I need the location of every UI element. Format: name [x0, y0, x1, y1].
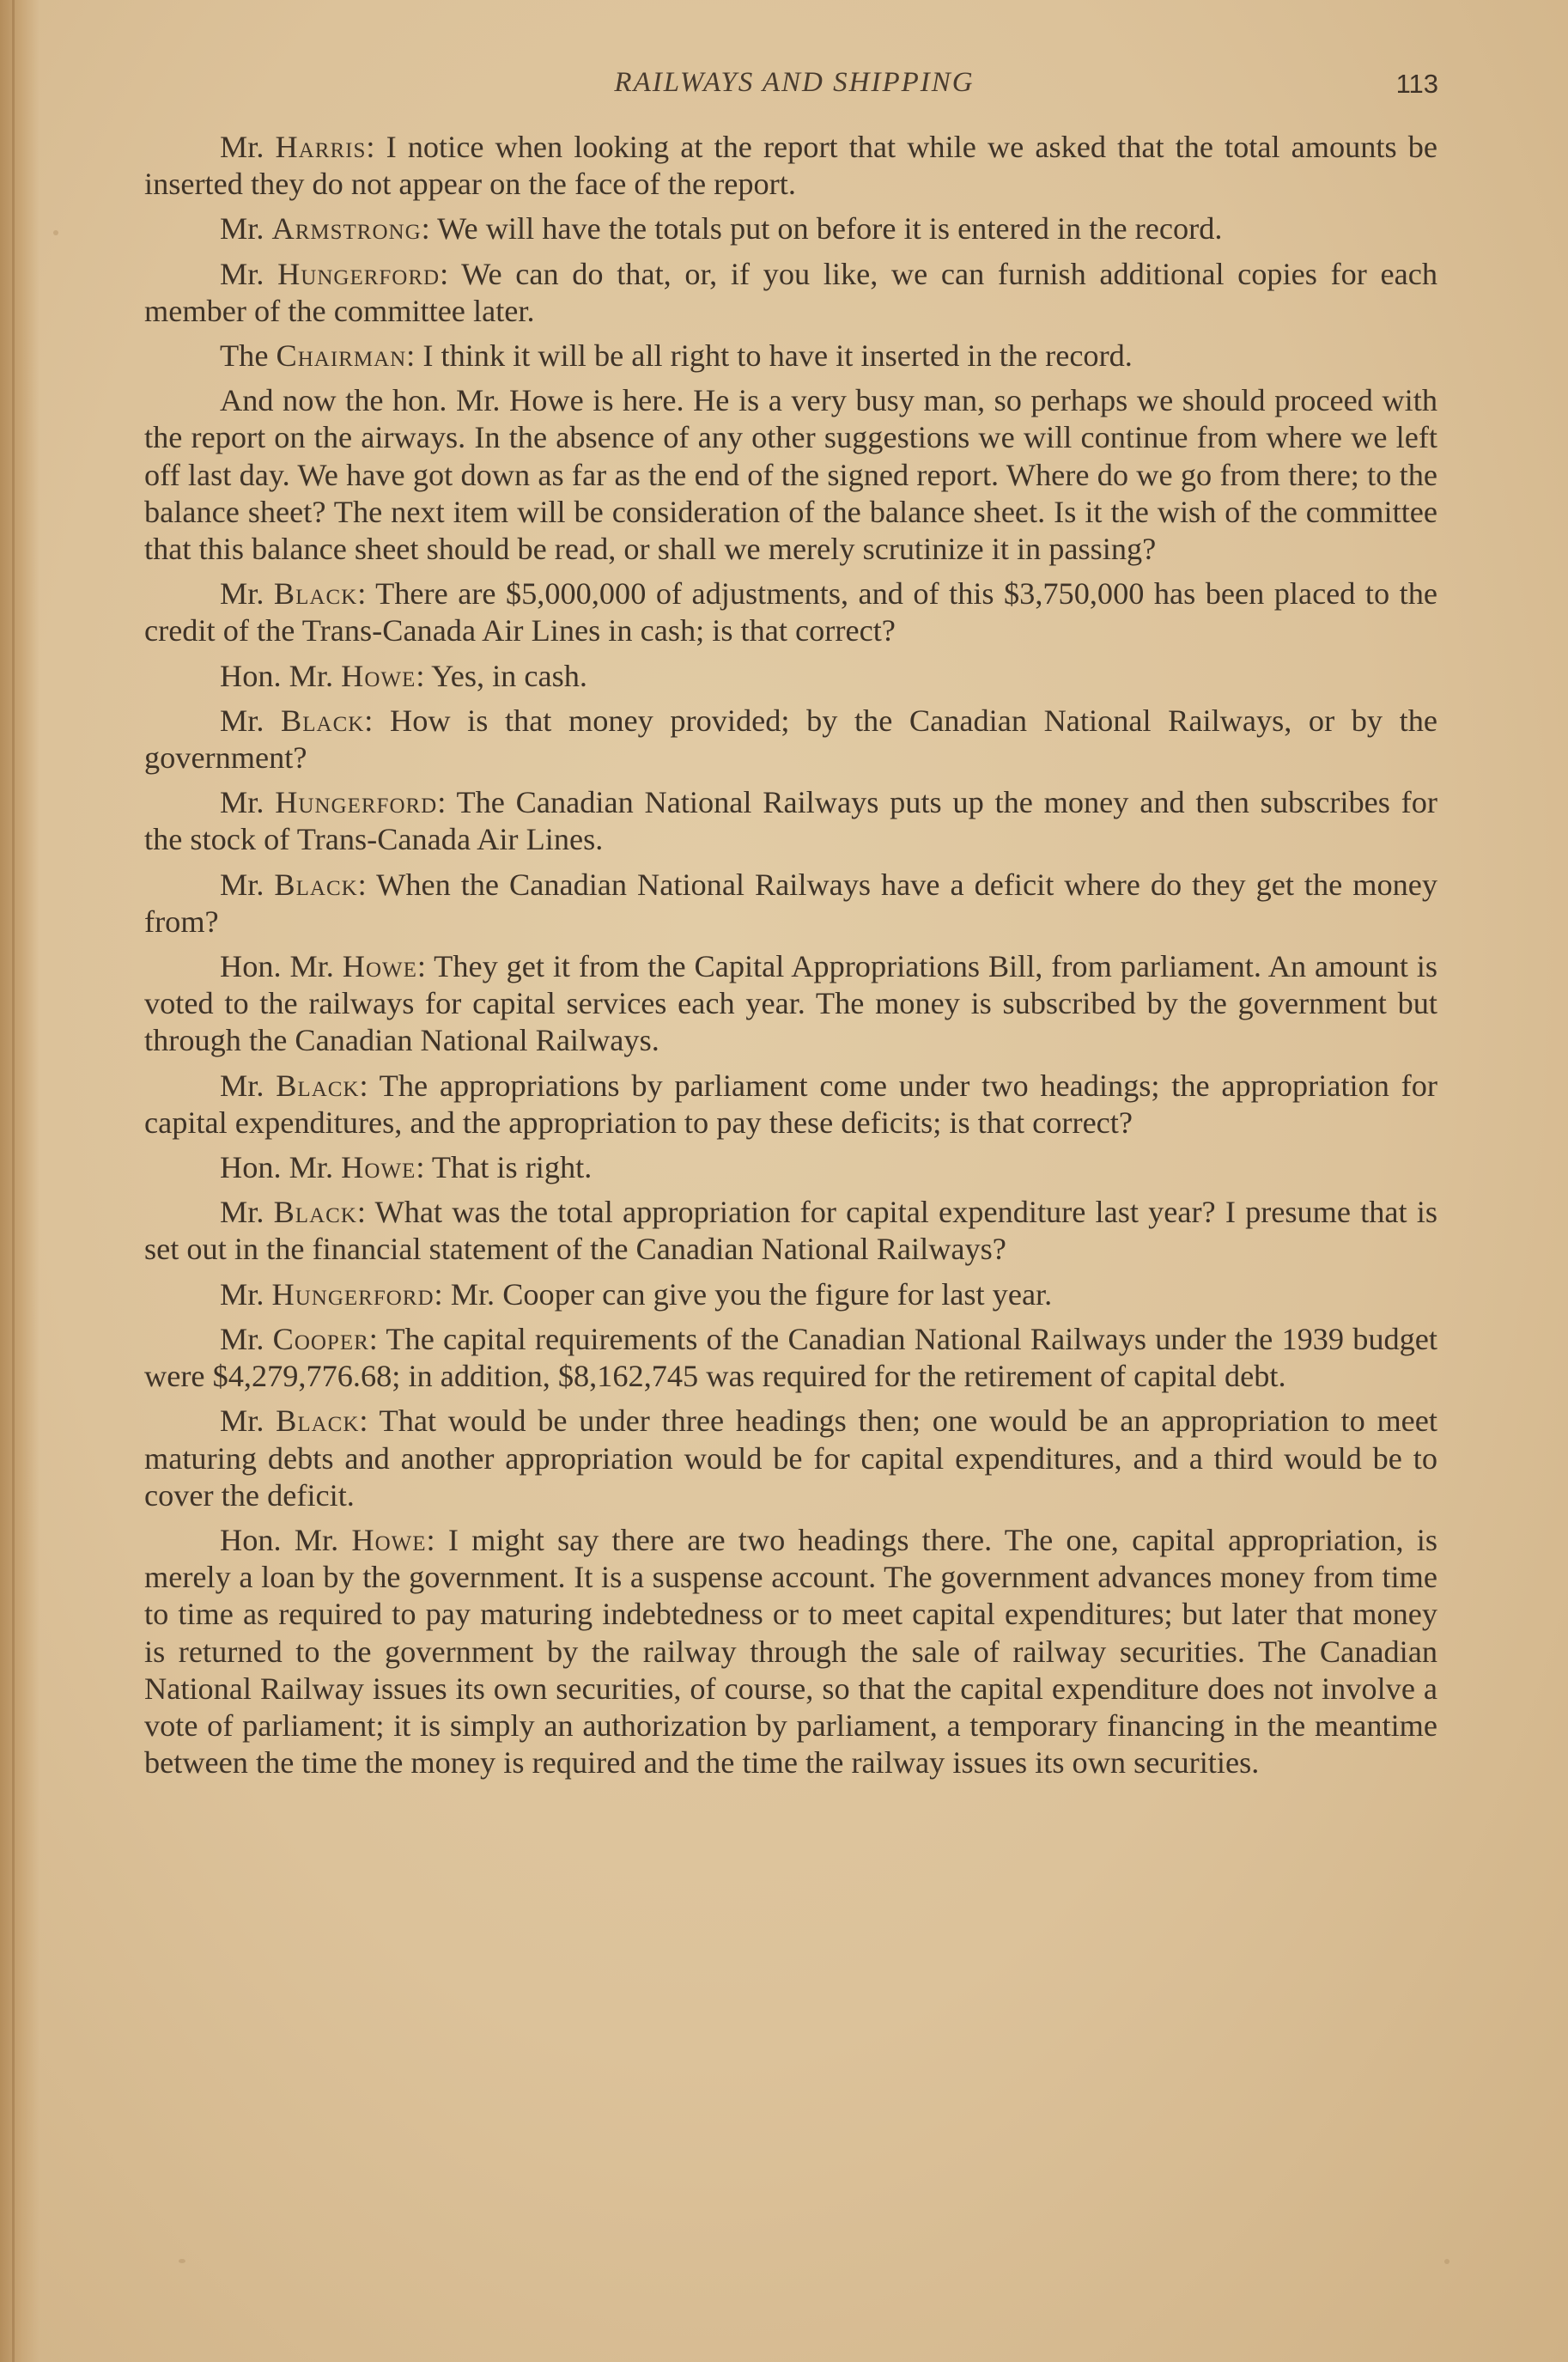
speaker-name: Black	[274, 867, 358, 902]
speaker-name: Armstrong	[271, 211, 422, 247]
speaker-name: Black	[273, 1195, 357, 1230]
paragraph	[144, 338, 1437, 374]
speaker-name: Harris	[275, 130, 367, 164]
paragraph	[144, 948, 1437, 1060]
speaker-name: Black	[276, 1068, 360, 1103]
paragraph-text: : I might say there are two headings there. The one, capital appropriation, is merely a loan by the government. It is a suspense account. The government advances money from time to time as required to pay maturing indebtedness or to meet capital expenditures; but later that money is returned to the government by the railway through the sale of railway securities. The Canadian National Railway issues its own securities, of course, so that the capital expenditure does not involve a vote of parliament; it is simply an authorization by parliament, a temporary financing in the meantime between the time the money is required and the time the railway issues its own securities.	[144, 1522, 1437, 1781]
speaker-prefix: Mr.	[220, 1403, 277, 1439]
speaker-prefix: Mr.	[220, 785, 276, 820]
speaker-prefix: Mr.	[220, 211, 272, 247]
body-text	[144, 129, 1437, 1789]
paragraph	[144, 256, 1437, 330]
paragraph	[144, 1321, 1437, 1395]
paragraph-text: : The appropriations by parliament come under two headings; the appropriation for capital expenditures, and the appropriation to pay these deficits; is that correct?	[144, 1068, 1438, 1140]
speaker-prefix: Hon. Mr.	[220, 658, 342, 693]
paragraph-text: : The Canadian National Railways puts up the money and then subscribes for the stock of Trans-Canada Air Lines.	[144, 785, 1437, 857]
paragraph	[144, 1194, 1437, 1268]
speaker-name: Chairman	[276, 338, 407, 374]
speaker-name: Hungerford	[271, 1276, 435, 1312]
speaker-prefix: The	[220, 338, 277, 374]
speaker-prefix: Mr.	[220, 1321, 273, 1356]
page-binding-edge	[0, 0, 40, 2362]
paragraph	[144, 1149, 1437, 1186]
paragraph-text: : That is right.	[416, 1150, 593, 1185]
speaker-prefix: Mr.	[220, 1195, 274, 1230]
speaker-name: Black	[273, 576, 358, 612]
paper-spot	[53, 230, 58, 235]
paragraph-text: : We will have the totals put on before it is entered in the record.	[421, 211, 1223, 247]
paragraph	[144, 1068, 1437, 1141]
speaker-prefix: Hon. Mr.	[220, 1150, 342, 1185]
running-title: RAILWAYS AND SHIPPING	[614, 67, 975, 98]
paragraph	[144, 575, 1437, 649]
speaker-prefix: Mr.	[220, 703, 282, 738]
speaker-name: Howe	[351, 1522, 427, 1557]
speaker-prefix: Mr.	[220, 1276, 272, 1312]
paragraph-text: : Yes, in cash.	[416, 658, 587, 693]
paragraph	[144, 867, 1437, 941]
paragraph-text: : When the Canadian National Railways have a deficit where do they get the money from?	[144, 867, 1437, 939]
speaker-name: Howe	[341, 1150, 416, 1185]
paragraph	[144, 658, 1437, 695]
speaker-name: Black	[276, 1403, 360, 1439]
page-number: 113	[1395, 69, 1438, 99]
paragraph-text: : I notice when looking at the report that while we asked that the total amounts be inserted they do not appear on the face of the report.	[144, 130, 1437, 202]
paragraph-text: : Mr. Cooper can give you the figure for last year.	[434, 1276, 1053, 1312]
paragraph	[144, 210, 1437, 247]
paragraph-text: : That would be under three headings then; one would be an appropriation to meet maturing debts and another appropriation would be for capital expenditures, and a third would be to cover the deficit.	[144, 1403, 1437, 1513]
speaker-prefix: Hon. Mr.	[220, 1522, 352, 1557]
paragraph-text: : We can do that, or, if you like, we can furnish additional copies for each member of the committee later.	[144, 256, 1437, 328]
speaker-prefix: Mr.	[220, 867, 275, 902]
speaker-name: Cooper	[272, 1321, 369, 1356]
paragraph-text: : What was the total appropriation for capital expenditure last year? I presume that is set out in the financial statement of the Canadian National Railways?	[144, 1195, 1437, 1267]
paper-spot	[1444, 2259, 1449, 2264]
paragraph-text: : There are $5,000,000 of adjustments, and of this $3,750,000 has been placed to the credit of the Trans-Canada Air Lines in cash; is that correct?	[144, 576, 1437, 648]
speaker-prefix: Mr.	[220, 1068, 277, 1103]
speaker-prefix: Hon. Mr.	[220, 949, 343, 984]
paragraph	[144, 784, 1437, 858]
paragraph	[144, 382, 1437, 568]
paragraph-text: : The capital requirements of the Canadian National Railways under the 1939 budget were $4,279,776.68; in addition, $8,162,745 was required for the retirement of capital debt.	[144, 1321, 1437, 1394]
paragraph-text: : I think it will be all right to have it inserted in the record.	[406, 338, 1133, 374]
speaker-name: Howe	[341, 658, 416, 693]
speaker-prefix: Mr.	[220, 256, 278, 291]
speaker-name: Hungerford	[275, 785, 438, 820]
speaker-prefix: Mr.	[220, 576, 274, 612]
speaker-prefix: Mr.	[220, 130, 276, 164]
speaker-name: Howe	[342, 949, 417, 984]
paragraph-text: : They get it from the Capital Appropriations Bill, from parliament. An amount is voted to the railways for capital services each year. The money is subscribed by the government but through the Canadian National Railways.	[144, 949, 1437, 1058]
paragraph	[144, 703, 1437, 776]
paragraph	[144, 1276, 1437, 1313]
speaker-name: Black	[281, 703, 365, 738]
paragraph	[144, 1522, 1437, 1781]
paragraph	[144, 129, 1437, 203]
speaker-name: Hungerford	[277, 256, 441, 291]
paragraph-text: And now the hon. Mr. Howe is here. He is a very busy man, so perhaps we should proceed with the report on the airways. In the absence of any other suggestions we will continue from where we left off last day. We have got down as far as the end of the signed report. Where do we go from there; to the balance sheet? The next item will be consideration of the balance sheet. Is it the wish of the committee that this balance sheet should be read, or shall we merely scrutinize it in passing?	[144, 383, 1437, 567]
page-binding-line	[12, 0, 15, 2362]
paragraph-text: : How is that money provided; by the Canadian National Railways, or by the government?	[144, 703, 1437, 776]
running-header	[150, 67, 1438, 119]
paragraph	[144, 1403, 1437, 1514]
paper-spot	[179, 2259, 185, 2263]
